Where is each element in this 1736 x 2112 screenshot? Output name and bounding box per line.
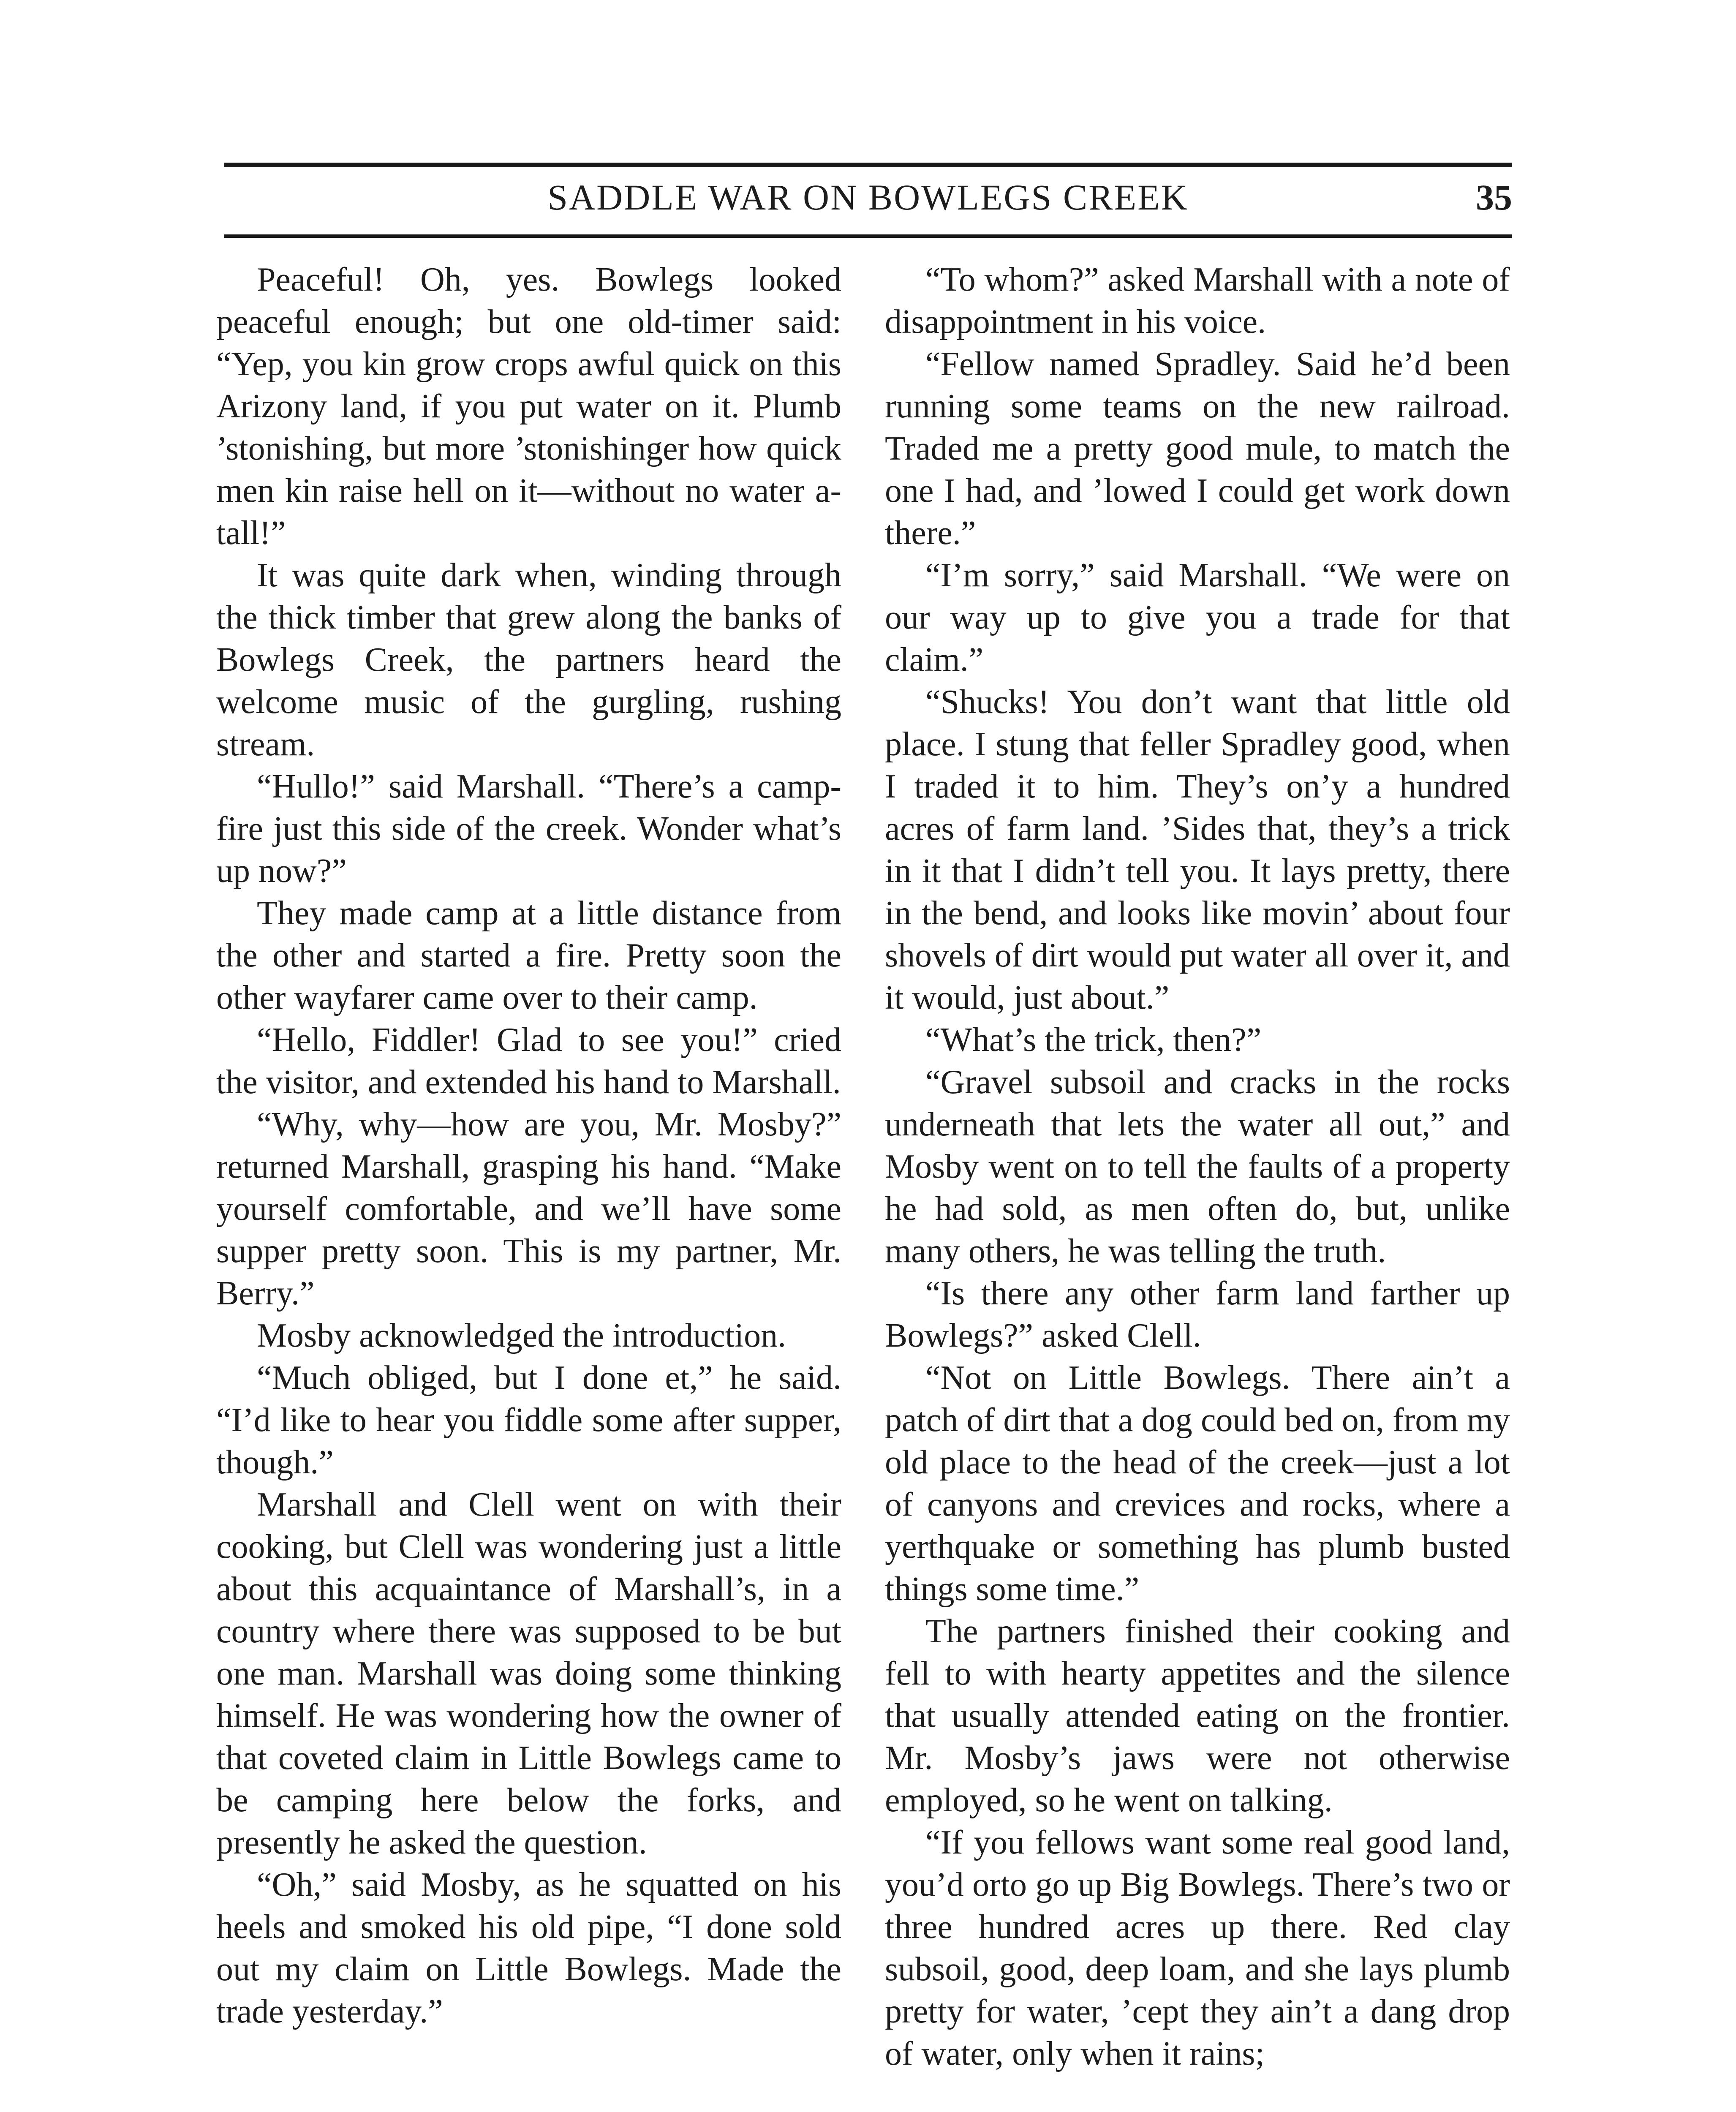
paragraph: “If you fellows want some real good land, you’d orto go up Big Bowlegs. There’s two or three hundred acres up there. Red clay subsoil, good, deep loam, and she lays plumb pretty for water, ’cept they ain’t a dang drop of water, only when it rains; <box>885 1824 1510 2072</box>
paragraph: “Hullo!” said Marshall. “There’s a camp-fire just this side of the creek. Wonder what’s up now?” <box>216 768 841 890</box>
header-rule-bottom <box>224 234 1512 238</box>
paragraph: “Much obliged, but I done et,” he said. “I’d like to hear you fiddle some after supper, though.” <box>216 1359 841 1481</box>
paragraph: They made camp at a little distance from the other and started a fire. Pretty soon the other wayfarer came over to their camp. <box>216 895 841 1016</box>
paragraph: “Oh,” said Mosby, as he squatted on his heels and smoked his old pipe, “I done sold out my claim on Little Bowlegs. Made the trade yesterday.” <box>216 1866 841 2030</box>
paragraph: Peaceful! Oh, yes. Bowlegs looked peaceful enough; but one old-timer said: “Yep, you kin grow crops awful quick on this Arizony land, if you put water on it. Plumb ’stonishing, but more ’stonishinger how quick men kin raise hell on it—without no water a-tall!” <box>216 261 841 552</box>
left-text-column <box>216 259 841 2033</box>
paragraph: “Fellow named Spradley. Said he’d been running some teams on the new railroad. Traded me a pretty good mule, to match the one I had, and ’lowed I could get work down there.” <box>885 346 1510 552</box>
paragraph: “To whom?” asked Marshall with a note of disappointment in his voice. <box>885 261 1510 340</box>
paragraph: “Is there any other farm land farther up Bowlegs?” asked Clell. <box>885 1275 1510 1354</box>
header-rule-top <box>224 163 1512 167</box>
paragraph: Marshall and Clell went on with their cooking, but Clell was wondering just a little about this acquaintance of Marshall’s, in a country where there was supposed to be but one man. Marshall was doing some thinking himself. He was wondering how the owner of that coveted claim in Little Bowlegs came to be camping here below the forks, and presently he asked the question. <box>216 1486 841 1861</box>
page-number: 35 <box>1476 177 1512 218</box>
right-text-column <box>885 259 1510 2075</box>
paragraph: “Gravel subsoil and cracks in the rocks underneath that lets the water all out,” and Mosby went on to tell the faults of a property he had sold, as men often do, but, unlike many others, he was telling the truth. <box>885 1064 1510 1270</box>
paragraph: “Why, why—how are you, Mr. Mosby?” returned Marshall, grasping his hand. “Make yourself comfortable, and we’ll have some supper pretty soon. This is my partner, Mr. Berry.” <box>216 1106 841 1312</box>
paragraph: “Not on Little Bowlegs. There ain’t a patch of dirt that a dog could bed on, from my old place to the head of the creek—just a lot of canyons and crevices and rocks, where a yerthquake or something has plumb busted things some time.” <box>885 1359 1510 1608</box>
paragraph: “Hello, Fiddler! Glad to see you!” cried the visitor, and extended his hand to Marshall. <box>216 1021 841 1101</box>
paragraph: It was quite dark when, winding through the thick timber that grew along the banks of Bowlegs Creek, the partners heard the welcome music of the gurgling, rushing stream. <box>216 557 841 763</box>
paragraph: The partners finished their cooking and fell to with hearty appetites and the silence that usually attended eating on the frontier. Mr. Mosby’s jaws were not otherwise employed, so he went on talking. <box>885 1613 1510 1819</box>
running-head-title: SADDLE WAR ON BOWLEGS CREEK <box>547 177 1189 218</box>
paragraph: “Shucks! You don’t want that little old place. I stung that feller Spradley good, when I traded it to him. They’s on’y a hundred acres of farm land. ’Sides that, they’s a trick in it that I didn’t tell you. It lays pretty, there in the bend, and looks like movin’ about four shovels of dirt would put water all over it, and it would, just about.” <box>885 683 1510 1016</box>
paragraph: Mosby acknowledged the introduction. <box>257 1317 786 1354</box>
paragraph: “I’m sorry,” said Marshall. “We were on our way up to give you a trade for that claim.” <box>885 557 1510 678</box>
paragraph: “What’s the trick, then?” <box>925 1021 1262 1059</box>
